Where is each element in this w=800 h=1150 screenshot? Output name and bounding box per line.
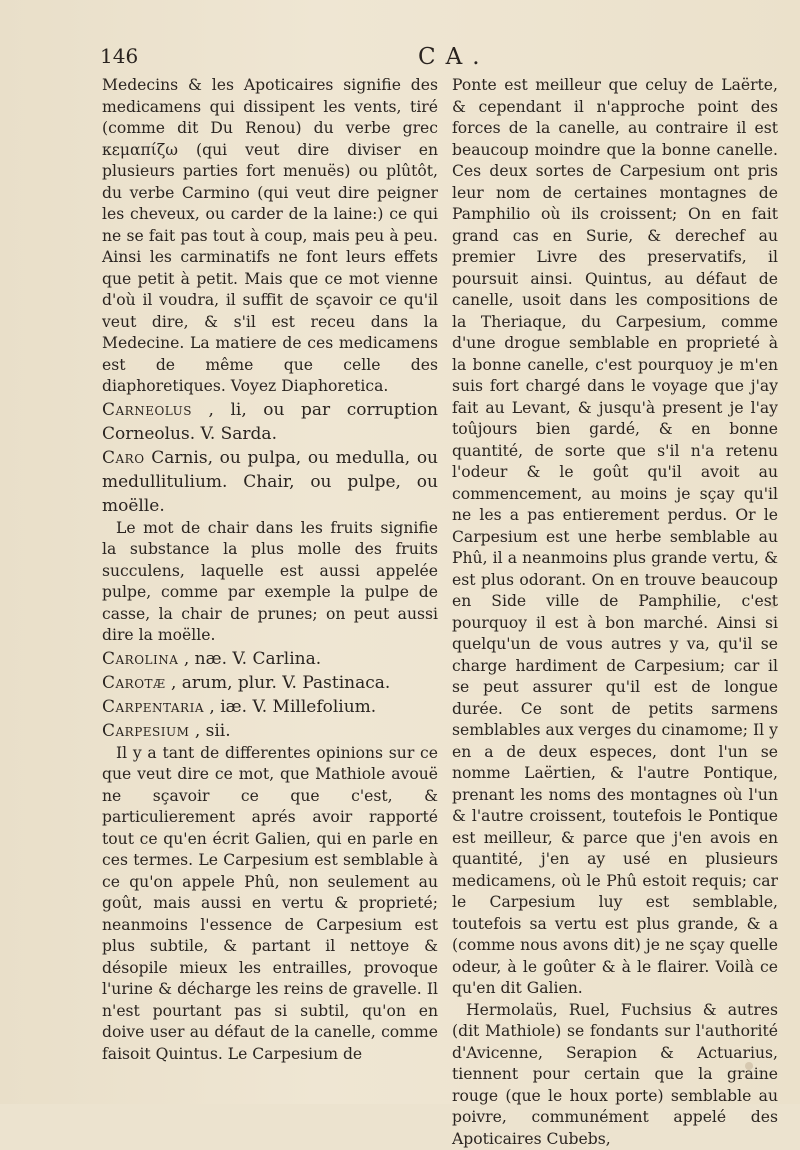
page-number: 146 bbox=[100, 44, 138, 68]
entry-rest: Carnis, ou pulpa, ou medulla, ou medullitulium. Chair, ou pulpe, ou moëlle. bbox=[102, 448, 438, 516]
hermolaus-text: Hermolaüs, Ruel, Fuchsius & autres (dit Mathiole) se fondants sur l'authorité d'Avicenne, Serapion & Actuarius, tiennent pour certain que la graine rouge (que le houx porte) semblable au poivre, communément appelé des Apoticaires Cubebs, bbox=[452, 1000, 778, 1150]
entry-caro bbox=[102, 446, 438, 518]
page-header bbox=[100, 44, 780, 74]
carpesium-text: Il y a tant de differentes opinions sur ce que veut dire ce mot, que Mathiole avouë ne sçavoir ce que c'est, & particulierement aprés avoir rapporté tout ce qu'en écrit Galien, qui en parle en ces termes. Le Carpesium est semblable à ce qu'on appele Phû, non seulement au goût, mais aussi en vertu & proprieté; neanmoins l'essence de Carpesium est plus subtile, & partant il nettoye & désopile mieux les entrailles, provoque l'urine & décharge les reins de gravelle. Il n'est pourtant pas si subtil, qu'on en doive user au défaut de la canelle, comme faisoit Quintus. Le Carpesium de bbox=[102, 743, 438, 1066]
headword: Carolina bbox=[102, 649, 178, 669]
right-column bbox=[452, 75, 778, 1150]
left-column bbox=[102, 75, 438, 1065]
headword: Caro bbox=[102, 448, 145, 468]
headword: Carneolus bbox=[102, 400, 192, 420]
entry-rest: , iæ. V. Millefolium. bbox=[209, 697, 376, 717]
entry-carpesium bbox=[102, 719, 438, 743]
entry-carotae bbox=[102, 671, 438, 695]
entry-carneolus bbox=[102, 398, 438, 446]
entry-rest: , næ. V. Carlina. bbox=[184, 649, 321, 669]
entry-carpentaria bbox=[102, 695, 438, 719]
section-title: CA. bbox=[418, 44, 490, 70]
carminatifs-text: Medecins & les Apoticaires signifie des medicamens qui dissipent les vents, tiré (comme dit Du Renou) du verbe grec κεμαπίζω (qui veut dire diviser en plusieurs parties fort menuës) ou plûtôt, du verbe Carmino (qui veut dire peigner les cheveux, ou carder de la laine:) ce qui ne se fait pas tout à coup, mais peu à peu. Ainsi les carminatifs ne font leurs effets que petit à petit. Mais que ce mot vienne d'où il voudra, il suffit de sçavoir ce qu'il veut dire, & s'il est receu dans la Medecine. La matiere de ces medicamens est de même que celle des diaphoretiques. Voyez Diaphoretica. bbox=[102, 75, 438, 398]
caro-text: Le mot de chair dans les fruits signifie la substance la plus molle des fruits succulens, laquelle est aussi appelée pulpe, comme par exemple la pulpe de casse, la chair de prunes; on peut aussi dire la moëlle. bbox=[102, 518, 438, 647]
entry-carolina bbox=[102, 647, 438, 671]
headword: Carpesium bbox=[102, 721, 189, 741]
galien-text: Ponte est meilleur que celuy de Laërte, & cependant il n'approche point des forces de la canelle, au contraire il est beaucoup moindre que la bonne canelle. Ces deux sortes de Carpesium ont pris leur nom de certaines montagnes de Pamphilio où ils croissent; On en fait grand cas en Surie, & derechef au premier Livre des preservatifs, il poursuit ainsi. Quintus, au défaut de canelle, usoit dans les compositions de la Theriaque, du Carpesium, comme d'une drogue semblable en proprieté à la bonne canelle, c'est pourquoy je m'en suis fort chargé dans le voyage que j'ay fait au Levant, & jusqu'à present je l'ay toûjours bien gardé, & en bonne quantité, de sorte que s'il n'a retenu l'odeur & le goût qu'il avoit au commencement, au moins je sçay qu'il ne les a pas entierement perdus. Or le Carpesium est une herbe semblable au Phû, il a neanmoins plus grande vertu, & est plus odorant. On en trouve beaucoup en Side ville de Pamphilie, c'est pourquoy il est à bon marché. Ainsi si quelqu'un de vous autres y va, qu'il se charge hardiment de Carpesium; car il se peut assurer qu'il est de longue durée. Ce sont de petits sarmens semblables aux verges du cinamome; Il y en a de deux especes, dont l'un se nomme Laërtien, & l'autre Pontique, prenant les noms des montagnes où l'un & l'autre croissent, toutefois le Pontique est meilleur, & parce que j'en avois en quantité, j'en ay usé en plusieurs medicamens, où le Phû estoit requis; car le Carpesium luy est semblable, toutefois sa vertu est plus grande, & a (comme nous avons dit) je ne sçay quelle odeur, à le goûter & à le flairer. Voilà ce qu'en dit Galien. bbox=[452, 75, 778, 1000]
entry-rest: , arum, plur. V. Pastinaca. bbox=[171, 673, 390, 693]
entry-rest: , li, ou par corruption Corneolus. V. Sarda. bbox=[102, 400, 438, 444]
entry-rest: , sii. bbox=[195, 721, 231, 741]
headword: Carotæ bbox=[102, 673, 166, 693]
headword: Carpentaria bbox=[102, 697, 204, 717]
